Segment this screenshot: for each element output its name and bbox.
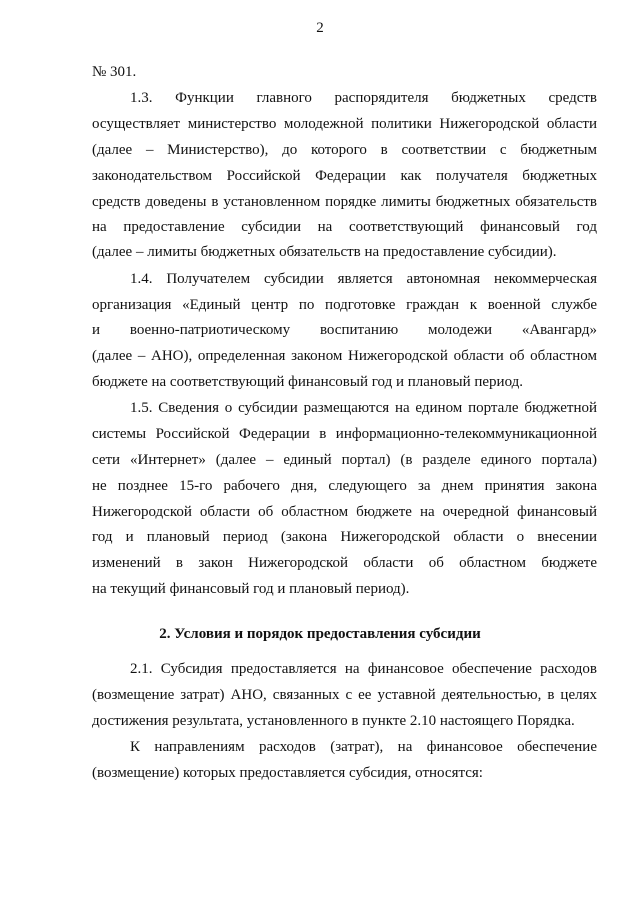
paragraph-1-3-line-5: средств доведены в установленном порядке лимиты бюджетных обязательств [92, 194, 597, 210]
paragraph-expenses-line-2: (возмещение) которых предоставляется субсидия, относятся: [92, 765, 483, 781]
paragraph-1-5-line-7: изменений в закон Нижегородской области об областном бюджете [92, 555, 597, 571]
paragraph-1-5-line-1: 1.5. Сведения о субсидии размещаются на едином портале бюджетной [130, 400, 597, 416]
paragraph-2-1-line-3: достижения результата, установленного в пункте 2.10 настоящего Порядка. [92, 713, 575, 729]
paragraph-1-3-line-6: на предоставление субсидии на соответствующий финансовый год [92, 219, 597, 235]
paragraph-1-3-line-3: (далее – Министерство), до которого в соответствии с бюджетным [92, 142, 597, 158]
paragraph-2-1-line-1: 2.1. Субсидия предоставляется на финансовое обеспечение расходов [130, 661, 597, 677]
paragraph-expenses-line-1: К направлениям расходов (затрат), на финансовое обеспечение [130, 739, 597, 755]
paragraph-1-4-line-3: и военно-патриотическому воспитанию молодежи «Авангард» [92, 322, 597, 338]
paragraph-1-3-line-4: законодательством Российской Федерации как получателя бюджетных [92, 168, 597, 184]
paragraph-1-3-line-2: осуществляет министерство молодежной политики Нижегородской области [92, 116, 597, 132]
paragraph-1-5-line-4: не позднее 15-го рабочего дня, следующего за днем принятия закона [92, 478, 597, 494]
paragraph-1-4-line-2: организация «Единый центр по подготовке граждан к военной службе [92, 297, 597, 313]
paragraph-1-5-line-3: сети «Интернет» (далее – единый портал) (в разделе единого портала) [92, 452, 597, 468]
paragraph-1-4-line-1: 1.4. Получателем субсидии является автономная некоммерческая [130, 271, 597, 287]
paragraph-1-5-line-2: системы Российской Федерации в информационно-телекоммуникационной [92, 426, 597, 442]
paragraph-1-4-line-5: бюджете на соответствующий финансовый год и плановый период. [92, 374, 524, 390]
section-heading: 2. Условия и порядок предоставления субсидии [159, 626, 481, 642]
page-number: 2 [316, 20, 324, 36]
paragraph-1-4-line-4: (далее – АНО), определенная законом Нижегородской области об областном [92, 348, 597, 364]
paragraph-1-3-line-7: (далее – лимиты бюджетных обязательств на предоставление субсидии). [92, 244, 557, 260]
paragraph-1-5-line-8: на текущий финансовый год и плановый период). [92, 581, 410, 597]
paragraph-2-1-line-2: (возмещение затрат) АНО, связанных с ее уставной деятельностью, в целях [92, 687, 597, 703]
paragraph-1-5-line-6: год и плановый период (закона Нижегородской области о внесении [92, 529, 597, 545]
text-line: № 301. [92, 64, 137, 80]
paragraph-1-3-line-1: 1.3. Функции главного распорядителя бюджетных средств [130, 90, 597, 106]
paragraph-1-5-line-5: Нижегородской области об областном бюджете на очередной финансовый [92, 504, 597, 520]
